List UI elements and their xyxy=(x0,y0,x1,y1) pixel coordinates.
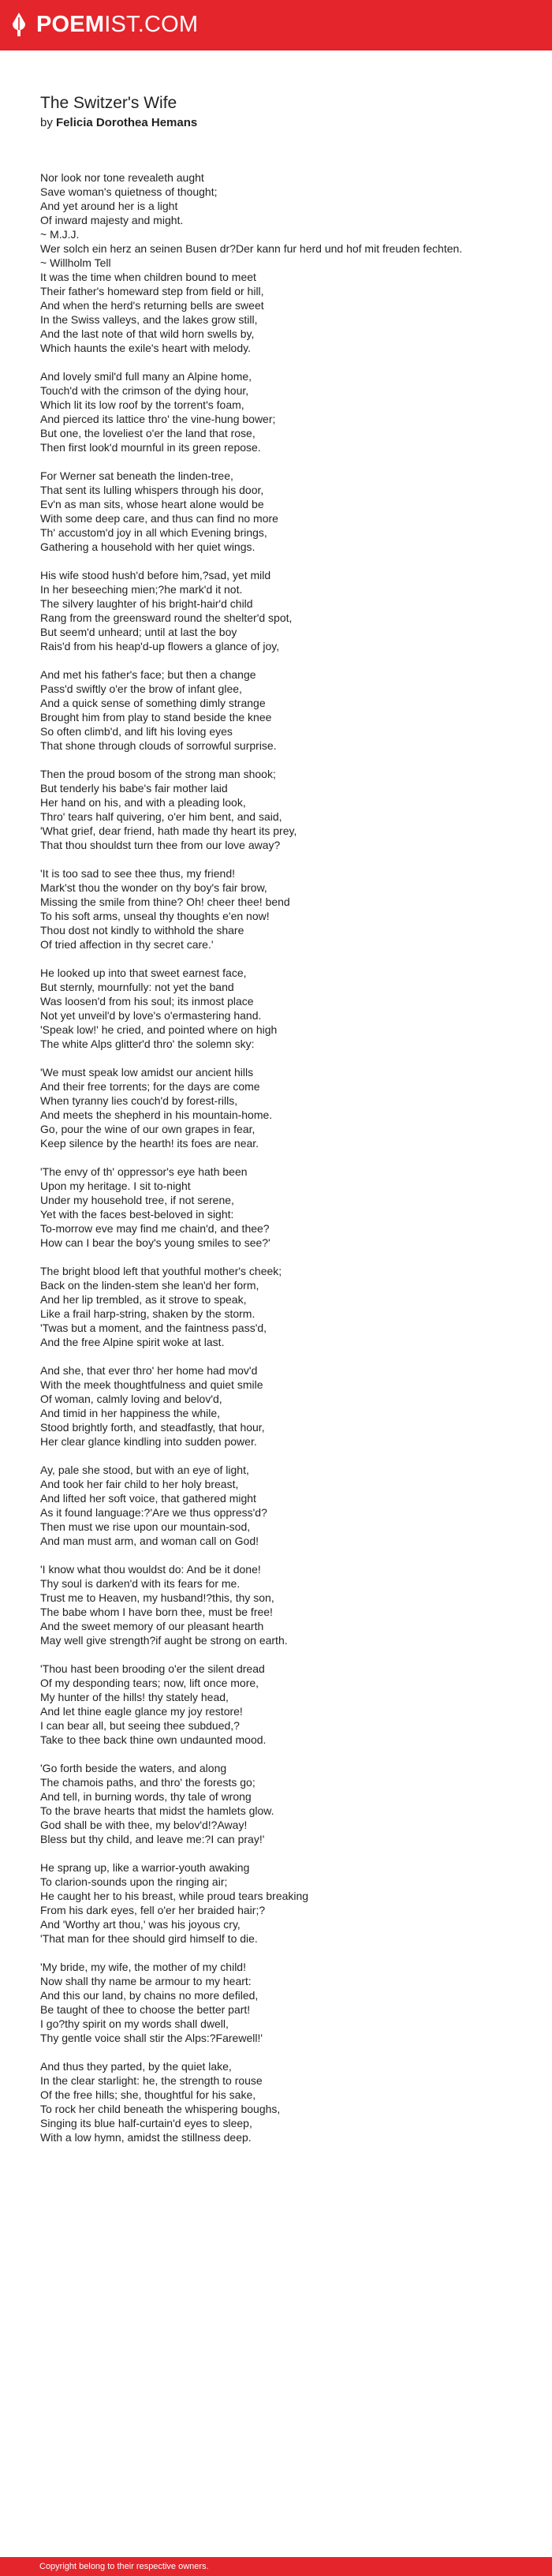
poem-line: With a low hymn, amidst the stillness deep. xyxy=(40,2131,252,2144)
poem-line: Ev'n as man sits, whose heart alone would be xyxy=(40,498,264,510)
poem-line: God shall be with thee, my belov'd!?Away! xyxy=(40,1819,248,1831)
poem-line: But one, the loveliest o'er the land that rose, xyxy=(40,427,255,439)
poem-line: Wer solch ein herz an seinen Busen dr?Der kann fur herd und hof mit freuden fechten. xyxy=(40,242,463,255)
poem-line: In the Swiss valleys, and the lakes grow still, xyxy=(40,313,258,326)
poem-line: Yet with the faces best-beloved in sight: xyxy=(40,1208,234,1221)
poem-line: And lifted her soft voice, that gathered might xyxy=(40,1492,256,1505)
poem-body xyxy=(40,170,513,2144)
poem-line: Then first look'd mournful in its green repose. xyxy=(40,441,261,454)
poem-line: Touch'd with the crimson of the dying hour, xyxy=(40,384,249,397)
stanza-break xyxy=(40,952,513,966)
poem-line: 'What grief, dear friend, hath made thy heart its prey, xyxy=(40,824,297,837)
poem-line: Which haunts the exile's heart with melody. xyxy=(40,342,251,354)
poem-line: Of woman, calmly loving and belov'd, xyxy=(40,1393,222,1405)
poem-line: And lovely smil'd full many an Alpine home, xyxy=(40,370,252,383)
poem-line: But sternly, mournfully: not yet the band xyxy=(40,981,234,993)
stanza-break xyxy=(40,1747,513,1761)
poem-line: Thou dost not kindly to withhold the share xyxy=(40,924,244,937)
poem-line: ~ M.J.J. xyxy=(40,228,80,241)
poem-line: And her lip trembled, as it strove to speak, xyxy=(40,1293,247,1306)
poem-line: And tell, in burning words, thy tale of wrong xyxy=(40,1790,252,1803)
poem-line: And man must arm, and woman call on God! xyxy=(40,1535,259,1547)
stanza-break xyxy=(40,852,513,866)
stanza-break xyxy=(40,1449,513,1463)
poem-line: And let thine eagle glance my joy restore! xyxy=(40,1705,243,1718)
poem-line: With some deep care, and thus can find no more xyxy=(40,512,278,525)
poem-line: Like a frail harp-string, shaken by the storm. xyxy=(40,1307,255,1320)
poem-line: Of my desponding tears; now, lift once more, xyxy=(40,1677,259,1689)
poem-line: Her hand on his, and with a pleading look, xyxy=(40,796,246,809)
stanza-break xyxy=(40,1051,513,1065)
poem-line: And meets the shepherd in his mountain-home. xyxy=(40,1109,273,1121)
poem-line: In the clear starlight: he, the strength to rouse xyxy=(40,2074,263,2087)
poem-line: Of the free hills; she, thoughtful for his sake, xyxy=(40,2088,256,2101)
logo-text-light: IST.COM xyxy=(104,12,199,37)
poem-line: Bless but thy child, and leave me:?I can pray!' xyxy=(40,1833,265,1845)
poem-line: And she, that ever thro' her home had mov'd xyxy=(40,1364,258,1377)
poem-line: Thro' tears half quivering, o'er him bent, and said, xyxy=(40,810,282,823)
poem-line: It was the time when children bound to meet xyxy=(40,271,256,283)
logo-text xyxy=(36,10,198,39)
poem-line: And thus they parted, by the quiet lake, xyxy=(40,2060,232,2073)
poem-line: Save woman's quietness of thought; xyxy=(40,185,218,198)
poem-line: Take to thee back thine own undaunted mood. xyxy=(40,1733,267,1746)
poem-line: The chamois paths, and thro' the forests go; xyxy=(40,1776,255,1789)
poem-line: And when the herd's returning bells are sweet xyxy=(40,299,264,312)
poem-line: And 'Worthy art thou,' was his joyous cry, xyxy=(40,1918,241,1931)
stanza-break xyxy=(40,454,513,469)
poem-line: And met his father's face; but then a change xyxy=(40,668,256,681)
poem-line: Nor look nor tone revealeth aught xyxy=(40,171,204,184)
poem-line: Then must we rise upon our mountain-sod, xyxy=(40,1520,251,1533)
poem-line: ~ Willholm Tell xyxy=(40,256,111,269)
poem-title: The Switzer's Wife xyxy=(40,94,177,112)
by-label: by xyxy=(40,116,53,129)
stanza-break xyxy=(40,1250,513,1264)
poem-line: Their father's homeward step from field or hill, xyxy=(40,285,264,297)
poem-line: As it found language:?'Are we thus oppress'd? xyxy=(40,1506,267,1519)
poem-line: With the meek thoughtfulness and quiet smile xyxy=(40,1378,263,1391)
poem-line: And yet around her is a light xyxy=(40,200,178,212)
byline xyxy=(40,115,197,131)
poem-line: Th' accustom'd joy in all which Evening brings, xyxy=(40,526,267,539)
stanza-break xyxy=(40,1349,513,1363)
poem-line: Trust me to Heaven, my husband!?this, thy son, xyxy=(40,1591,274,1604)
poem-line: And the last note of that wild horn swells by, xyxy=(40,327,255,340)
poem-line: And the sweet memory of our pleasant hearth xyxy=(40,1620,264,1632)
poem-line: That sent its lulling whispers through his door, xyxy=(40,484,264,496)
poem-line: 'I know what thou wouldst do: And be it done! xyxy=(40,1563,261,1576)
poem-line: Missing the smile from thine? Oh! cheer thee! bend xyxy=(40,895,290,908)
poem-line: Gathering a household with her quiet wings. xyxy=(40,540,255,553)
logo-text-bold: POEM xyxy=(36,12,105,37)
poem-line: Now shall thy name be armour to my heart: xyxy=(40,1975,252,1987)
poem-line: From his dark eyes, fell o'er her braided hair;? xyxy=(40,1904,266,1916)
poem-line: Which lit its low roof by the torrent's foam, xyxy=(40,398,244,411)
poem-line: He looked up into that sweet earnest face, xyxy=(40,966,247,979)
quill-icon xyxy=(13,13,25,36)
poem-line: Singing its blue half-curtain'd eyes to sleep, xyxy=(40,2117,252,2129)
poem-line: Mark'st thou the wonder on thy boy's fair brow, xyxy=(40,881,267,894)
poem-line: 'Speak low!' he cried, and pointed where on high xyxy=(40,1023,278,1036)
poem-line: Of inward majesty and might. xyxy=(40,214,184,226)
stanza-break xyxy=(40,2045,513,2059)
poem-line: Keep silence by the hearth! its foes are near. xyxy=(40,1137,259,1150)
poem-line: And timid in her happiness the while, xyxy=(40,1407,221,1419)
poem-line: So often climb'd, and lift his loving eyes xyxy=(40,725,233,738)
stanza-break xyxy=(40,1946,513,1960)
poem-line: Ay, pale she stood, but with an eye of light, xyxy=(40,1464,249,1476)
poem-line: In her beseeching mien;?he mark'd it not. xyxy=(40,583,243,596)
poem-line: Thy soul is darken'd with its fears for me. xyxy=(40,1577,241,1590)
poem-line: Pass'd swiftly o'er the brow of infant glee, xyxy=(40,682,242,695)
site-footer xyxy=(0,2557,552,2576)
poem-line: The silvery laughter of his bright-hair'd child xyxy=(40,597,253,610)
poem-line: When tyranny lies couch'd by forest-rills, xyxy=(40,1094,238,1107)
poem-line: Not yet unveil'd by love's o'ermastering hand. xyxy=(40,1009,262,1022)
poem-line: The white Alps glitter'd thro' the solemn sky: xyxy=(40,1038,255,1050)
poem-line: 'Go forth beside the waters, and along xyxy=(40,1762,227,1774)
poem-line: Was loosen'd from his soul; its inmost place xyxy=(40,995,254,1008)
poem-line: He caught her to his breast, while proud tears breaking xyxy=(40,1890,309,1902)
poem-line: Brought him from play to stand beside the knee xyxy=(40,711,272,723)
poem-line: Stood brightly forth, and steadfastly, that hour, xyxy=(40,1421,265,1434)
poem-line: 'That man for thee should gird himself to die. xyxy=(40,1932,258,1945)
poem-line: And the free Alpine spirit woke at last. xyxy=(40,1336,225,1348)
poem-line: My hunter of the hills! thy stately head, xyxy=(40,1691,229,1703)
stanza-break xyxy=(40,1150,513,1165)
poem-line: Rais'd from his heap'd-up flowers a glance of joy, xyxy=(40,640,280,652)
poem-line: May well give strength?if aught be strong on earth. xyxy=(40,1634,288,1647)
poem-line: Of tried affection in thy secret care.' xyxy=(40,938,214,951)
poem-line: For Werner sat beneath the linden-tree, xyxy=(40,469,233,482)
author-name: Felicia Dorothea Hemans xyxy=(56,116,198,129)
poem-line: Be taught of thee to choose the better part! xyxy=(40,2003,251,2016)
poem-line: Then the proud bosom of the strong man shook; xyxy=(40,768,276,780)
poem-line: To clarion-sounds upon the ringing air; xyxy=(40,1875,228,1888)
poem-line: That thou shouldst turn thee from our love away? xyxy=(40,839,281,851)
stanza-break xyxy=(40,355,513,369)
poem-line: 'It is too sad to see thee thus, my friend! xyxy=(40,867,236,880)
poem-line: Upon my heritage. I sit to-night xyxy=(40,1180,191,1192)
poem-line: Rang from the greensward round the shelter'd spot, xyxy=(40,611,293,624)
poem-line: And pierced its lattice thro' the vine-hung bower; xyxy=(40,413,276,425)
poem-line: I go?thy spirit on my words shall dwell, xyxy=(40,2017,229,2030)
poem-line: To rock her child beneath the whispering boughs, xyxy=(40,2103,281,2115)
poem-line: He sprang up, like a warrior-youth awaking xyxy=(40,1861,250,1874)
poem-line: His wife stood hush'd before him,?sad, yet mild xyxy=(40,569,271,581)
stanza-break xyxy=(40,1548,513,1562)
site-logo[interactable] xyxy=(13,10,198,39)
copyright-text: Copyright belong to their respective owners. xyxy=(39,2562,209,2571)
poem-line: And a quick sense of something dimly strange xyxy=(40,697,266,709)
stanza-break xyxy=(40,554,513,568)
poem-line: The babe whom I have born thee, must be free! xyxy=(40,1606,273,1618)
poem-line: Thy gentle voice shall stir the Alps:?Farewell!' xyxy=(40,2032,263,2044)
poem-line: To his soft arms, unseal thy thoughts e'en now! xyxy=(40,910,270,922)
poem-line: 'Twas but a moment, and the faintness pass'd, xyxy=(40,1322,267,1334)
poem-line: And their free torrents; for the days are come xyxy=(40,1080,260,1093)
poem-line: Her clear glance kindling into sudden power. xyxy=(40,1435,257,1448)
poem-line: That shone through clouds of sorrowful surprise. xyxy=(40,739,277,752)
stanza-break xyxy=(40,1647,513,1662)
poem-line: 'My bride, my wife, the mother of my child! xyxy=(40,1961,246,1973)
poem-line: And took her fair child to her holy breast, xyxy=(40,1478,239,1490)
poem-line: To-morrow eve may find me chain'd, and thee? xyxy=(40,1222,270,1235)
poem-line: I can bear all, but seeing thee subdued,? xyxy=(40,1719,240,1732)
stanza-break xyxy=(40,753,513,767)
poem-line: And this our land, by chains no more defiled, xyxy=(40,1989,259,2002)
poem-line: But tenderly his babe's fair mother laid xyxy=(40,782,228,794)
stanza-break xyxy=(40,1846,513,1860)
poem-line: Under my household tree, if not serene, xyxy=(40,1194,234,1206)
poem-line: Back on the linden-stem she lean'd her form, xyxy=(40,1279,259,1292)
poem-line: But seem'd unheard; until at last the boy xyxy=(40,626,237,638)
stanza-break xyxy=(40,653,513,667)
poem-line: To the brave hearts that midst the hamlets glow. xyxy=(40,1804,274,1817)
poem-line: 'The envy of th' oppressor's eye hath been xyxy=(40,1165,248,1178)
poem-line: Go, pour the wine of our own grapes in fear, xyxy=(40,1123,255,1135)
poem-line: 'We must speak low amidst our ancient hills xyxy=(40,1066,254,1079)
poem-line: How can I bear the boy's young smiles to see?' xyxy=(40,1236,270,1249)
poem-line: 'Thou hast been brooding o'er the silent dread xyxy=(40,1662,265,1675)
site-header xyxy=(0,0,552,50)
poem-line: The bright blood left that youthful mother's cheek; xyxy=(40,1265,282,1277)
